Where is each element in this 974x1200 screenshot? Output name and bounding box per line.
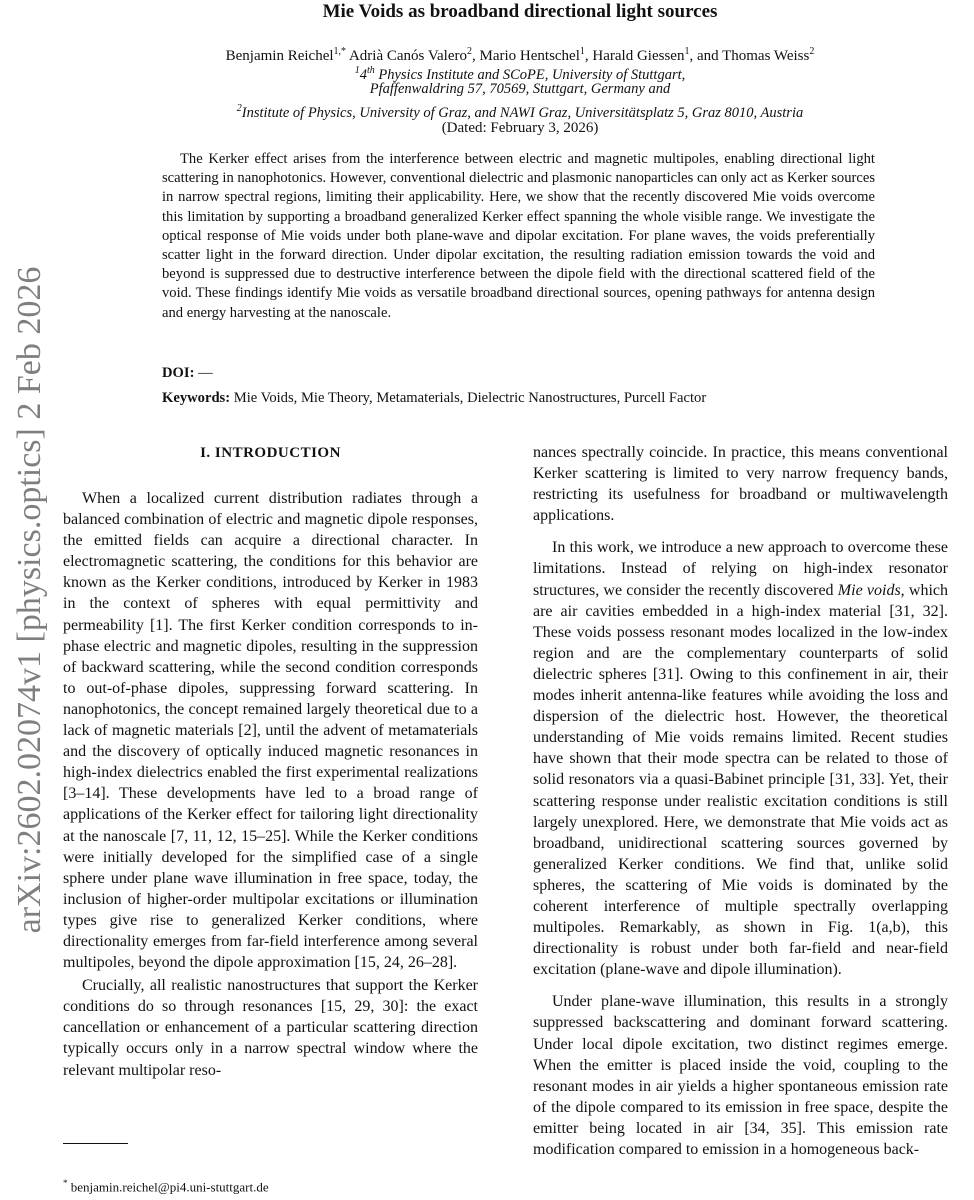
body-text: In this work, we introduce a new approach to overcome these limitations. Instead of relying on high-index resonator structures, we consider the recently discovered — [533, 539, 948, 599]
author-list: Benjamin Reichel$^{1,*}$ Adrià Canós Valero$^2$, Mario Hentschel$^1$, Harald Giessen$^1$, and Thomas Weiss$^2$ — [225, 46, 815, 64]
right-column — [533, 442, 948, 1160]
author-mark: 1,* — [333, 46, 347, 57]
left-column — [63, 488, 478, 1081]
emphasis-text: Mie voids — [837, 581, 901, 599]
body-paragraph: Crucially, all realistic nanostructures that support the Kerker conditions do so through resonances [15, 29, 30]: the exact cancellation or enhancement of a particular scattering direction typically occurs only in a narrow spectral window where the relevant multipolar reso- — [63, 977, 478, 1079]
author-name: Mario Hentschel — [479, 48, 580, 64]
affiliation-text: Institute of Physics, University of Graz, and NAWI Graz, Universitätsplatz 5, Graz 8010, Austria — [241, 104, 804, 121]
author-mark: 2 — [809, 46, 815, 57]
arxiv-side-stamp: arXiv:2602.02074v1 [physics.optics] 2 Feb 2026 — [11, 266, 48, 934]
author-name: Thomas Weiss — [722, 48, 810, 64]
affiliation-1-line-2: Pfaffenwaldring 57, 70569, Stuttgart, Germany and — [369, 81, 671, 97]
footnote — [63, 1175, 269, 1195]
doi-label: DOI: — [162, 365, 195, 381]
affiliation-ordinal: 4 — [359, 66, 367, 83]
footnote-email[interactable]: benjamin.reichel@pi4.uni-stuttgart.de — [70, 1179, 269, 1195]
doi-value: — — [198, 365, 213, 381]
doi-line — [162, 364, 875, 383]
author-mark: 2 — [467, 46, 472, 57]
abstract: The Kerker effect arises from the interference between electric and magnetic multipoles, enabling directional light scattering in nanophotonics. However, conventional dielectric and plasmonic nanoparticles can only act as Kerker sources in narrow spectral regions, limiting their applicability. Here, we show that the recently discovered Mie voids overcome this limitation by supporting a broadband generalized Kerker effect spanning the whole visible range. We investigate the optical response of Mie voids under both plane-wave and dipolar excitation. For plane waves, the voids preferentially scatter light in the forward direction. Under dipolar excitation, the resulting radiation emission towards the void and beyond is suppressed due to destructive interference between the dipole field with the directional scattered field of the void. These findings identify Mie voids as versatile broadband directional sources, opening pathways for antenna design and energy harvesting at the nanoscale. — [162, 151, 875, 321]
author-name: Benjamin Reichel — [225, 48, 334, 64]
keywords-value: Mie Voids, Mie Theory, Metamaterials, Dielectric Nanostructures, Purcell Factor — [233, 390, 707, 406]
footnote-rule — [63, 1143, 128, 1144]
footnote-mark: * — [63, 1178, 68, 1188]
date-line: (Dated: February 3, 2026) — [441, 120, 599, 136]
author-mark: 1 — [684, 46, 690, 57]
affiliation-mark: 2 — [236, 103, 242, 114]
keywords-label: Keywords: — [162, 390, 231, 406]
author-name: Harald Giessen — [592, 48, 685, 64]
body-paragraph: When a localized current distribution radiates through a balanced combination of electric and magnetic dipole responses, the emitted fields can acquire a directional character. In electromagnetic scattering, the conditions for this behavior are known as the Kerker conditions, introduced by Kerker in 1983 in the context of spheres with equal permittivity and permeability [1]. The first Kerker condition corresponds to in-phase electric and magnetic dipoles, resulting in the suppression of backward scattering, while the second condition corresponds to out-of-phase dipoles, suppressing forward scattering. In nanophotonics, the concept remained largely theoretical due to a lack of magnetic materials [2], until the advent of metamaterials and the discovery of optically induced magnetic resonances in high-index dielectrics enabled the first experimental realizations [3–14]. These developments have led to a broad range of applications of the Kerker effect for tailoring light directionality at the nanoscale [7, 11, 12, 15–25]. While the Kerker conditions were initially developed for the simplified case of a single sphere under plane wave illumination in free space, today, the inclusion of higher-order multipolar excitations or illumination types give rise to generalized Kerker conditions, where directionality emerges from far-field interference among several multipoles, beyond the dipole approximation [15, 24, 26–28]. — [63, 490, 478, 972]
keywords-line — [162, 389, 875, 408]
author-name: Adrià Canós Valero — [348, 48, 467, 64]
body-paragraph: nances spectrally coincide. In practice, this means conventional Kerker scattering is limited to very narrow frequency bands, restricting its usefulness for broadband or multiwavelength applications. — [533, 444, 948, 525]
author-mark: 1 — [579, 46, 585, 57]
body-paragraph: Under plane-wave illumination, this results in a strongly suppressed backscattering and dominant forward scattering. Under local dipole excitation, two distinct regimes emerge. When the emitter is placed inside the void, coupling to the resonant modes in air yields a higher spontaneous emission rate of the dipole compared to its emission in free space, despite the emitter being located in air [34, 35]. This emission rate modification compared to emission in a homogeneous back- — [533, 993, 948, 1158]
section-heading: I. INTRODUCTION — [200, 445, 341, 461]
paper-title: Mie Voids as broadband directional light sources — [322, 1, 718, 22]
affiliation-ordinal-suffix: th — [366, 65, 375, 76]
affiliation-mark: 1 — [354, 65, 360, 76]
affiliation-text: Physics Institute and SCoPE, University of Stuttgart, — [374, 66, 686, 83]
body-paragraph — [533, 537, 948, 980]
body-text: , which are air cavities embedded in a high-index material [31, 32]. These voids possess resonant modes localized in the low-index region and are the complementary counterparts of solid dielectric spheres [31]. Owing to this confinement in air, their modes inherit antenna-like features while avoiding the loss and dispersion of the dielectric host. However, the theoretical understanding of Mie voids remains limited. Recent studies have shown that their mode spectra can be related to those of solid resonators via a quasi-Babinet principle [31, 33]. Yet, their scattering response under realistic excitation conditions is still largely unexplored. Here, we demonstrate that Mie voids act as broadband, unidirectional scattering sources governed by generalized Kerker conditions. We find that, unlike solid spheres, the scattering of Mie voids is dominated by the coherent interference of multiple spectrally overlapping multipoles. Remarkably, as shown in Fig. 1(a,b), this directionality is robust under both far-field and near-field excitation (plane-wave and dipole illumination). — [533, 581, 948, 979]
